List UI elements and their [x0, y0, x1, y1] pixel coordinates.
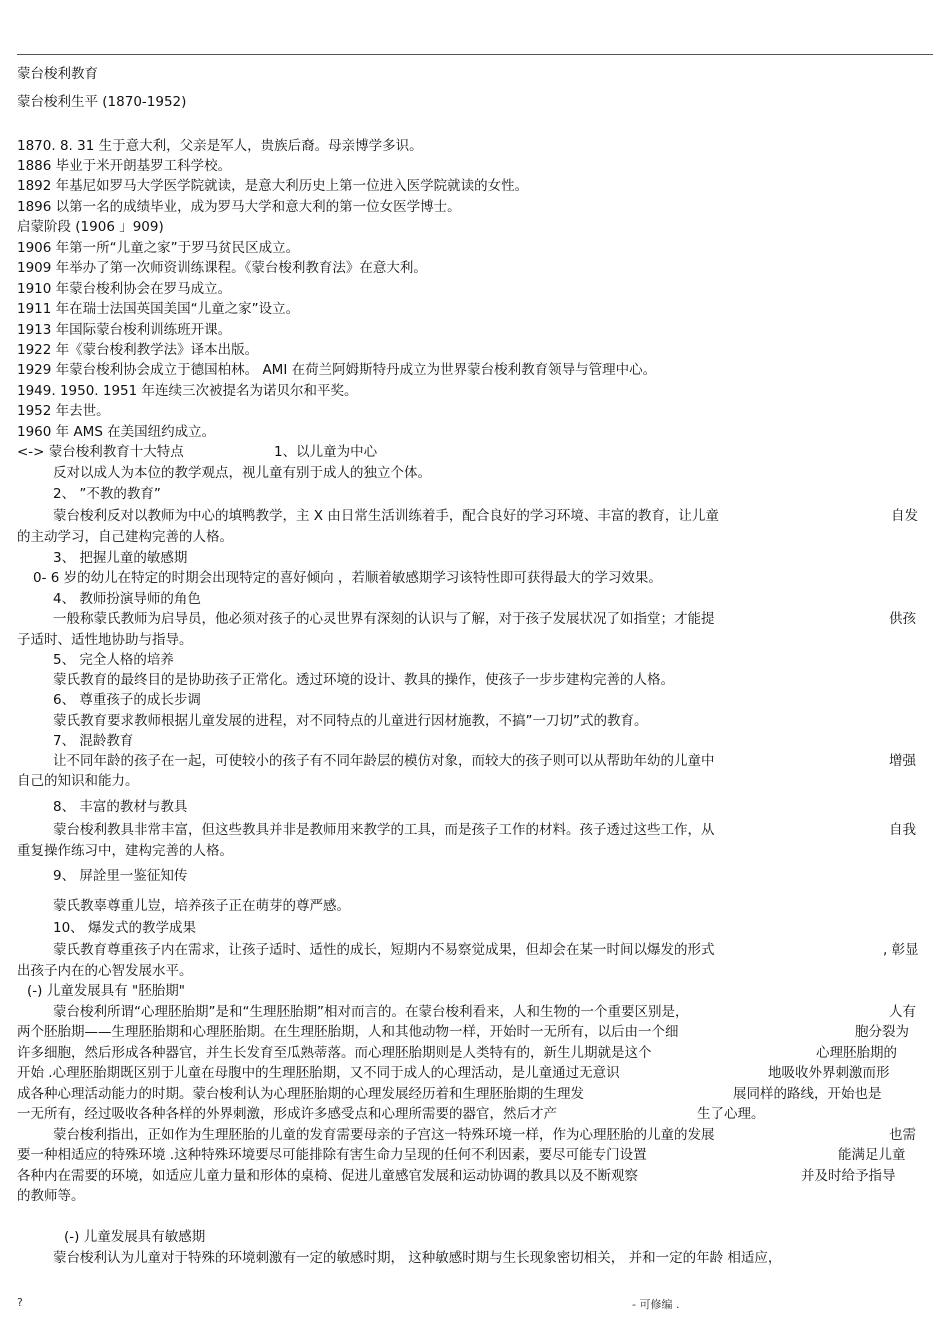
footer-left-mark: ?: [17, 1296, 23, 1309]
text-line: 出孩子内在的心智发展水平。: [17, 963, 193, 979]
text-line: 反对以成人为本位的教学观点，视儿童有别于成人的独立个体。: [53, 465, 431, 481]
text-line: 8、 丰富的教材与教具: [53, 799, 188, 815]
text-line: 一般称蒙氏教师为启导员，他必须对孩子的心灵世界有深刻的认识与了解，对于孩子发展状况了如指堂；才能提: [53, 611, 715, 627]
text-line: 蒙氏教育尊重孩子内在需求，让孩子适时、适性的成长，短期内不易察觉成果，但却会在某一时间以爆发的形式: [53, 942, 715, 958]
text-line: 并及时给予指导: [801, 1168, 896, 1184]
text-line: 许多细胞，然后形成各种器官，并生长发育至瓜熟蒂落。而心理胚胎期则是人类特有的，新生儿期就是这个: [17, 1045, 652, 1061]
text-line: 5、 完全人格的培养: [53, 652, 174, 668]
text-line: 也需: [889, 1127, 916, 1143]
document-subtitle: 蒙台梭利生平 (1870-1952): [17, 94, 187, 110]
text-line: 1906 年第一所“儿童之家”于罗马贫民区成立。: [17, 240, 300, 256]
text-line: 展同样的路线，开始也是: [733, 1086, 882, 1102]
text-line: 人有: [889, 1004, 916, 1020]
text-line: 心理胚胎期的: [816, 1045, 897, 1061]
text-line: 蒙台梭利指出，正如作为生理胚胎的儿童的发育需要母亲的子宫这一特殊环境一样，作为心理胚胎的儿童的发展: [53, 1127, 715, 1143]
text-line: 蒙台梭利所谓“心理胚胎期”是和“生理胚胎期”相对而言的。在蒙台梭利看来，人和生物的一个重要区别是，: [53, 1004, 689, 1020]
document-title: 蒙台梭利教育: [17, 66, 98, 82]
text-line: 1960 年 AMS 在美国纽约成立。: [17, 424, 216, 440]
text-line: 各种内在需要的环境，如适应儿童力量和形体的桌椅、促进儿童感官发展和运动协调的教具以及不断观察: [17, 1168, 638, 1184]
text-line: 6、 尊重孩子的成长步调: [53, 692, 201, 708]
text-line: 1、以儿童为中心: [274, 444, 378, 460]
text-line: 成各种心理活动能力的时期。蒙台梭利认为心理胚胎期的心理发展经历着和生理胚胎期的生理发: [17, 1086, 584, 1102]
text-line: 3、 把握儿童的敏感期: [53, 550, 188, 566]
text-line: 的教师等。: [17, 1188, 85, 1204]
text-line: 1949. 1950. 1951 年连续三次被提名为诺贝尔和平奖。: [17, 383, 358, 399]
text-line: 1886 毕业于米开朗基罗工科学校。: [17, 158, 232, 174]
text-line: 蒙氏教辜尊重儿豈，培养孩子正在萌芽的尊严感。: [53, 898, 350, 914]
text-line: 4、 教师扮演导师的角色: [53, 591, 201, 607]
text-line: 1896 以第一名的成绩毕业，成为罗马大学和意大利的第一位女医学博士。: [17, 199, 461, 215]
text-line: 蒙氏教育要求教师根据儿童发展的进程，对不同特点的儿童进行因材施教，不搞”一刀切”式的教育。: [53, 713, 648, 729]
text-line: 7、 混龄教育: [53, 733, 134, 749]
text-line: 1870. 8. 31 生于意大利，父亲是军人，贵族后裔。母亲博学多识。: [17, 138, 423, 154]
text-line: 子适时、适性地协助与指导。: [17, 632, 193, 648]
text-line: 增强: [889, 753, 916, 769]
text-line: 蒙氏教育的最终目的是协助孩子正常化。透过环境的设计、教具的操作，使孩子一步步建构完善的人格。: [53, 672, 674, 688]
text-line: 1913 年国际蒙台梭利训练班开课。: [17, 322, 232, 338]
text-line: 供孩: [889, 611, 916, 627]
text-line: 1952 年去世。: [17, 403, 110, 419]
text-line: 1911 年在瑞士法国英国美国“儿童之家”设立。: [17, 301, 300, 317]
footer-editable-note: - 可修编 .: [632, 1298, 680, 1311]
text-line: (-) 儿童发展具有 "胚胎期": [27, 983, 185, 999]
text-line: 1909 年举办了第一次师资训练课程。《蒙台梭利教育法》在意大利。: [17, 260, 427, 276]
text-line: 10、 爆发式的教学成果: [53, 920, 196, 936]
text-line: 1922 年《蒙台梭利教学法》译本出版。: [17, 342, 259, 358]
text-line: 蒙台梭利教具非常丰富，但这些教具并非是教师用来教学的工具，而是孩子工作的材料。孩子透过这些工作，从: [53, 822, 715, 838]
text-line: 自己的知识和能力。: [17, 773, 139, 789]
text-line: 启蒙阶段 (1906 」909): [17, 219, 164, 235]
text-line: 让不同年龄的孩子在一起，可使较小的孩子有不同年龄层的模仿对象，而较大的孩子则可以从帮助年幼的儿童中: [53, 753, 715, 769]
text-line: 能满足儿童: [838, 1147, 906, 1163]
text-line: 自我: [889, 822, 916, 838]
text-line: 1892 年基尼如罗马大学医学院就读，是意大利历史上第一位进入医学院就读的女性。: [17, 178, 529, 194]
text-line: 蒙台梭利认为儿童对于特殊的环境刺激有一定的敏感时期， 这种敏感时期与生长现象密切相关， 并和一定的年龄 相适应，: [53, 1250, 782, 1266]
text-line: 胞分裂为: [855, 1024, 909, 1040]
text-line: 自发: [891, 508, 918, 524]
text-line: 一无所有，经过吸收各种各样的外界刺激，形成许多感受点和心理所需要的器官，然后才产: [17, 1106, 557, 1122]
text-line: , 彰显: [883, 942, 919, 958]
text-line: 的主动学习，自己建构完善的人格。: [17, 529, 233, 545]
text-line: 重复操作练习中，建构完善的人格。: [17, 843, 233, 859]
text-line: 要一种相适应的特殊环境 .这种特殊环境要尽可能排除有害生命力呈现的任何不利因素，要尽可能专门设置: [17, 1147, 647, 1163]
text-line: 蒙台梭利反对以教师为中心的填鸭教学，主 X 由日常生活训练着手，配合良好的学习环境、丰富的教育，让儿童: [53, 508, 719, 524]
text-line: 9、 屏詮里一鉴征知传: [53, 868, 188, 884]
text-line: 2、 ”不教的教育”: [53, 486, 161, 502]
text-line: 1929 年蒙台梭利协会成立于德国柏林。 AMI 在荷兰阿姆斯特丹成立为世界蒙台梭利教育领导与管理中心。: [17, 362, 657, 378]
text-line: <-> 蒙台梭利教育十大特点: [17, 444, 184, 460]
text-line: 生了心理。: [697, 1106, 765, 1122]
text-line: 地吸收外界刺激而形: [768, 1065, 890, 1081]
text-line: (-) 儿童发展具有敏感期: [64, 1229, 206, 1245]
text-line: 开始 .心理胚胎期既区别于儿童在母腹中的生理胚胎期，又不同于成人的心理活动，是儿童通过无意识: [17, 1065, 620, 1081]
text-line: 两个胚胎期——生理胚胎期和心理胚胎期。在生理胚胎期，人和其他动物一样，开始时一无所有，以后由一个细: [17, 1024, 679, 1040]
text-line: 0- 6 岁的幼儿在特定的时期会出现特定的喜好倾向 ，若顺着敏感期学习该特性即可获得最大的学习效果。: [33, 570, 662, 586]
text-line: 1910 年蒙台梭利协会在罗马成立。: [17, 281, 232, 297]
header-rule: [17, 54, 933, 55]
